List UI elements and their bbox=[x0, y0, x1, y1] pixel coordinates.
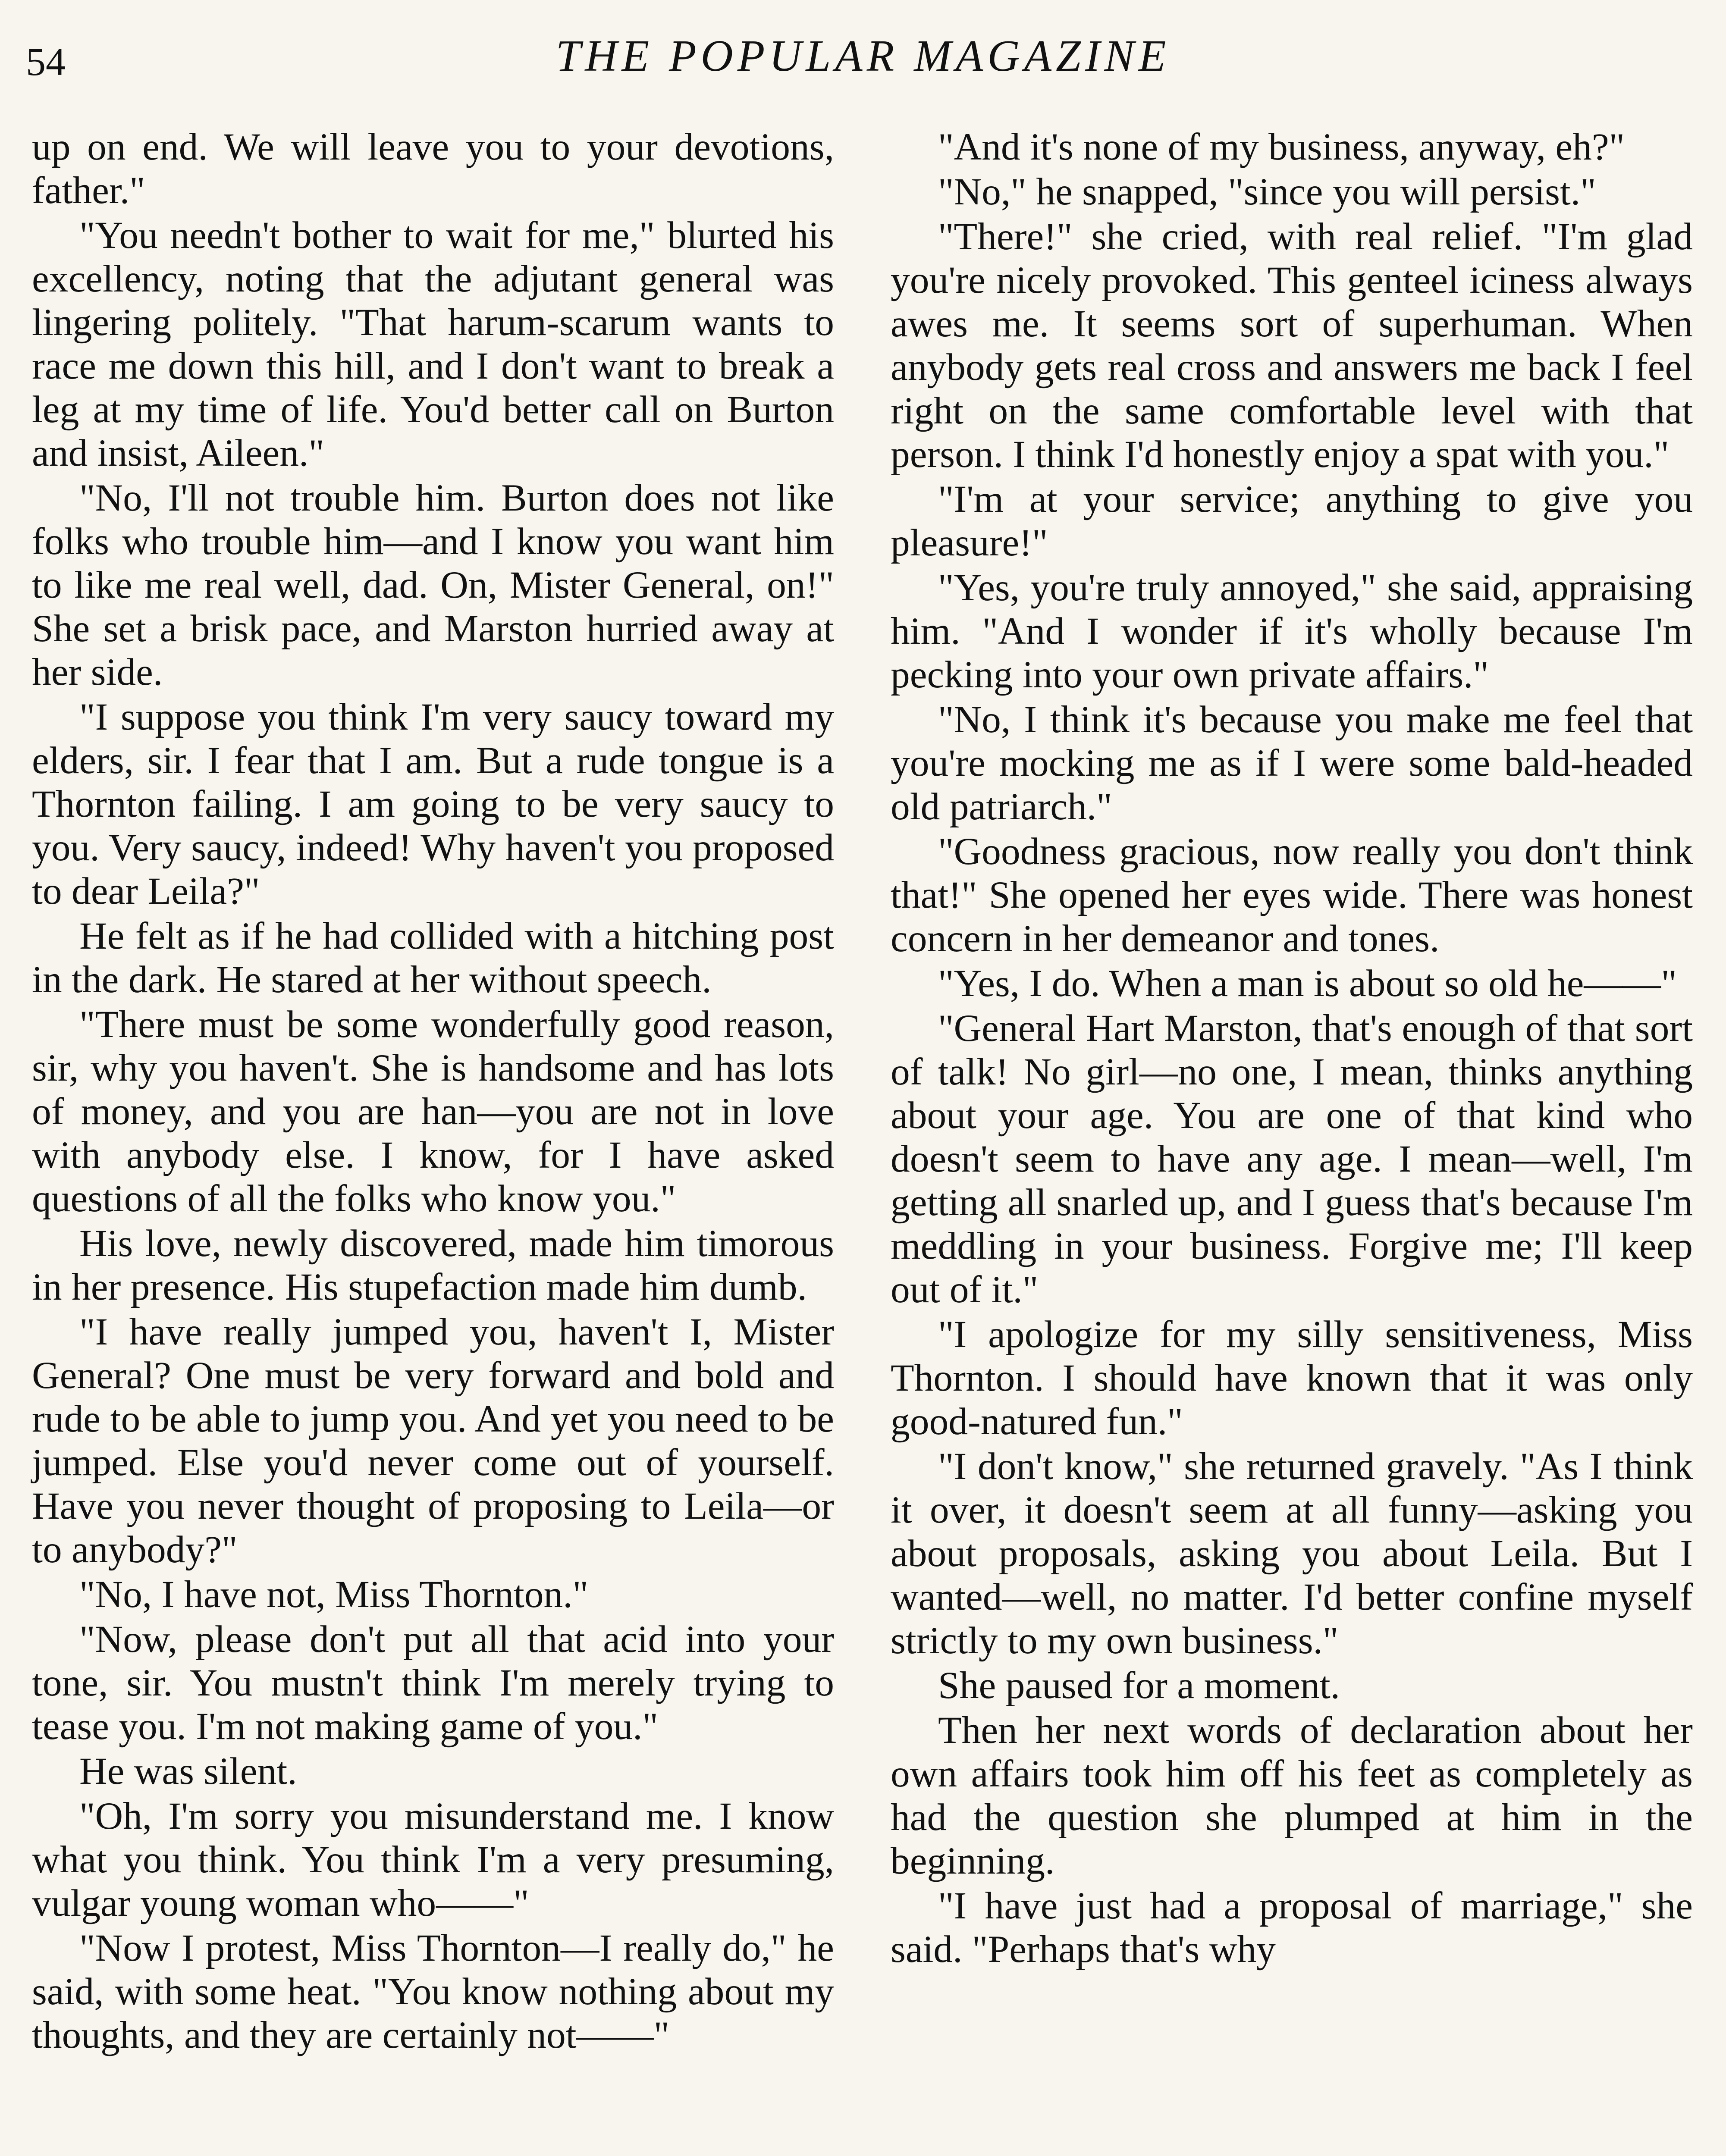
paragraph: She paused for a moment. bbox=[938, 1664, 1340, 1707]
paragraph: Then her next words of declaration about her own affairs took him off his feet as completely as had the question she plumped at him in the beginning. bbox=[891, 1709, 1693, 1882]
paragraph: "There must be some wonderfully good reason, sir, why you haven't. She is handsome and has lots of money, and you are han—you are not in love with anybody else. I know, for I have asked questions of all the folks who know you." bbox=[32, 1003, 834, 1220]
paragraph: "I apologize for my silly sensitiveness, Miss Thornton. I should have known that it was only good-natured fun." bbox=[891, 1313, 1693, 1443]
paragraph: "I'm at your service; anything to give you pleasure!" bbox=[891, 478, 1693, 564]
paragraph: "Now I protest, Miss Thornton—I really do," he said, with some heat. "You know nothing about my thoughts, and they are certainly not——" bbox=[32, 1927, 834, 2056]
page-header bbox=[26, 30, 1700, 95]
paragraph: "There!" she cried, with real relief. "I'm glad you're nicely provoked. This genteel iciness always awes me. It seems sort of superhuman. When anybody gets real cross and answers me back I feel right on the same comfortable level with that person. I think I'd honestly enjoy a spat with you." bbox=[891, 215, 1693, 476]
paragraph: His love, newly discovered, made him timorous in her presence. His stupefaction made him dumb. bbox=[32, 1222, 834, 1308]
paragraph: "No, I'll not trouble him. Burton does not like folks who trouble him—and I know you want him to like me real well, dad. On, Mister General, on!" She set a brisk pace, and Marston hurried away at her side. bbox=[32, 476, 834, 693]
paragraph: "General Hart Marston, that's enough of that sort of talk! No girl—no one, I mean, thinks anything about your age. You are one of that kind who doesn't seem to have any age. I mean—well, I'm getting all snarled up, and I guess that's because I'm meddling in your business. Forgive me; I'll keep out of it." bbox=[891, 1007, 1693, 1311]
paragraph: "I have really jumped you, haven't I, Mister General? One must be very forward and bold and rude to be able to jump you. And yet you need to be jumped. Else you'd never come out of yourself. Have you never thought of proposing to Leila—or to anybody?" bbox=[32, 1310, 834, 1571]
paragraph: He was silent. bbox=[79, 1750, 297, 1792]
paragraph: "I don't know," she returned gravely. "As I think it over, it doesn't seem at all funny—asking you about proposals, asking you about Leila. But I wanted—well, no matter. I'd better confine myself strictly to my own business." bbox=[891, 1445, 1693, 1662]
paragraph: "Goodness gracious, now really you don't think that!" She opened her eyes wide. There was honest concern in her demeanor and tones. bbox=[891, 830, 1693, 960]
running-head: THE POPULAR MAGAZINE bbox=[555, 31, 1171, 81]
paragraph: "And it's none of my business, anyway, eh?" bbox=[938, 125, 1625, 168]
paragraph: "Yes, I do. When a man is about so old he——" bbox=[938, 962, 1677, 1005]
paragraph: "No, I have not, Miss Thornton." bbox=[79, 1573, 589, 1616]
paragraph: "You needn't bother to wait for me," blurted his excellency, noting that the adjutant general was lingering politely. "That harum-scarum wants to race me down this hill, and I don't want to break a leg at my time of life. You'd better call on Burton and insist, Aileen." bbox=[32, 214, 834, 474]
paragraph: "Yes, you're truly annoyed," she said, appraising him. "And I wonder if it's wholly because I'm pecking into your own private affairs." bbox=[891, 566, 1693, 696]
paragraph: "No," he snapped, "since you will persist." bbox=[938, 170, 1596, 213]
page-number: 54 bbox=[26, 40, 66, 84]
paragraph: "No, I think it's because you make me feel that you're mocking me as if I were some bald-headed old patriarch." bbox=[891, 698, 1693, 828]
paragraph: He felt as if he had collided with a hitching post in the dark. He stared at her without speech. bbox=[32, 915, 834, 1001]
paragraph: "I have just had a proposal of marriage," she said. "Perhaps that's why bbox=[891, 1884, 1693, 1971]
right-column bbox=[891, 125, 1693, 1972]
paragraph: "Now, please don't put all that acid into your tone, sir. You mustn't think I'm merely trying to tease you. I'm not making game of you." bbox=[32, 1618, 834, 1748]
left-column bbox=[32, 125, 834, 2058]
paragraph: "Oh, I'm sorry you misunderstand me. I know what you think. You think I'm a very presuming, vulgar young woman who——" bbox=[32, 1795, 834, 1924]
paragraph: "I suppose you think I'm very saucy toward my elders, sir. I fear that I am. But a rude tongue is a Thornton failing. I am going to be very saucy to you. Very saucy, indeed! Why haven't you proposed to dear Leila?" bbox=[32, 696, 834, 912]
paragraph: up on end. We will leave you to your devotions, father." bbox=[32, 125, 834, 212]
